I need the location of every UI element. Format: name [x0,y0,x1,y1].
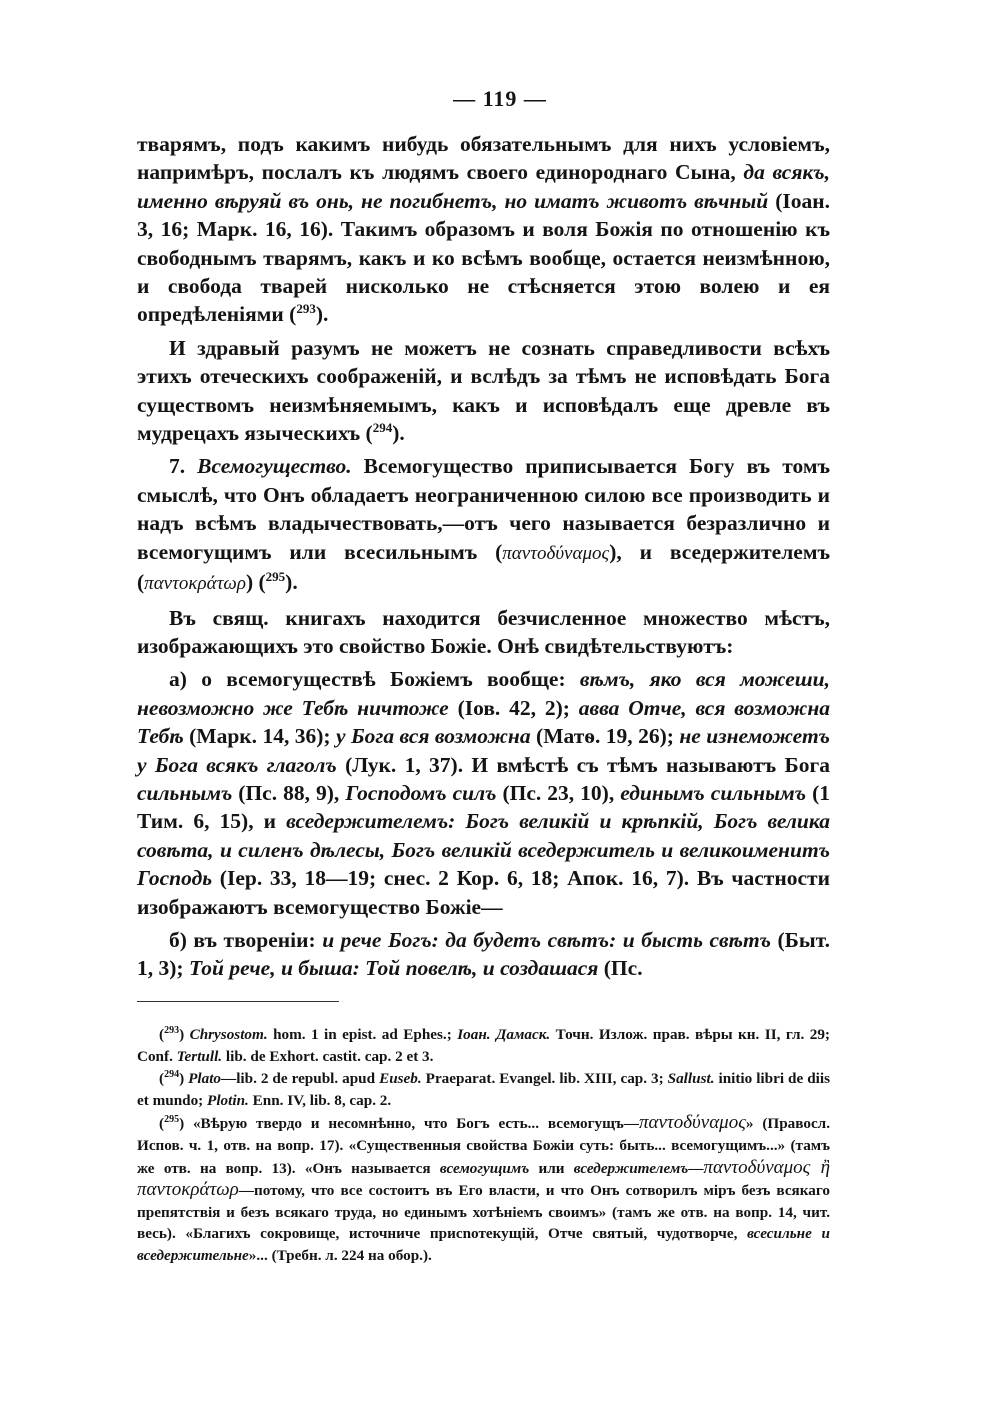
paragraph-5 [137,665,830,921]
scripture-quote: вседержителемъ: Богъ великій и крѣпкій, Богъ велика совѣта, и силенъ дѣлесы, Богъ великій вседержитель и великоименитъ Господь [137,809,830,891]
paragraph-1 [137,130,830,329]
text: initio libri de diis et mundo; [137,1070,830,1109]
scripture-quote: да всякъ, именно вѣруяй въ онь, не погибнетъ, но иматъ животъ вѣчный [137,160,830,213]
text: — [688,1159,704,1177]
emphasis: всесильне и вседержительне [137,1225,830,1264]
author: Plato [188,1070,222,1088]
paragraph-6 [137,926,830,983]
text: «Вѣрую твердо и несомнѣнно, что Богъ есть... всемогущъ— [192,1115,639,1133]
greek-term: παντοδύναμος [502,542,610,564]
text: (Пс. 88, 9), [232,780,346,805]
scripture-quote: Той рече, и быша: Той повелѣ, и создашася [188,956,599,981]
footnote-ref-294[interactable]: 294 [372,419,393,435]
emphasis: вседержителемъ [573,1159,689,1177]
text: ), и вседержителемъ ( [137,539,830,595]
footnote-divider [137,1001,339,1002]
scripture-quote: у Бога вся возможна [336,724,531,749]
footnote-ref-293[interactable]: 293 [296,301,316,317]
text: (Матѳ. 19, 26); [530,724,680,749]
text: hom. 1 in epist. ad Ephes.; [267,1026,458,1043]
author: Plotin. [207,1091,249,1109]
text: (Быт. 1, 3); [137,927,830,981]
footnote-number: 295 [164,1114,180,1126]
scripture-quote: авва Отче, вся возможна Тебѣ [137,695,831,749]
footnote-number: 293 [164,1024,180,1036]
text: » (Правосл. Испов. ч. 1, отв. на вопр. 17). «Существенныя свойства Божіи суть: быть... всемогущимъ...» (тамъ же отв. на вопр. 13). «Онъ называется [137,1115,830,1177]
text: Enn. IV, lib. 8, cap. 2. [248,1091,392,1109]
text: или [529,1159,574,1177]
section-heading: Всемогущество. [197,454,352,479]
text: б) въ твореніи: [169,927,323,952]
text: (Іер. 33, 18—19; снес. 2 Кор. 6, 18; Апок. 16, 7). Въ частности изображаютъ всемогущество Божіе— [137,866,830,919]
footnote-295: ($^{295}$) «Вѣрую твердо и несомнѣнно, что Богъ есть... всемогущъ—παντοδύναμος» (Правосл. Испов. ч. 1, отв. на вопр. 17). «Существенныя свойства Божіи суть: быть... всемогущимъ...» (тамъ же отв. на вопр. 13). «Онъ называется всемогущимъ или вседержителемъ—παντοδύναμος ἢ παντοκράτωρ—потому, что все состоитъ въ Его власти, и что Онъ сотворилъ міръ безъ всякаго препятствія и безъ всякаго труда, но единымъ хотѣніемъ своимъ» (тамъ же отв. на вопр. 14, чит. весь). «Благихъ сокровище, источниче присnотекущій, Отче святый, чудотворче, всесильне и вседержительне»... (Требн. л. 224 на обор.). [137,1112,831,1264]
text: (Іов. 42, 2); [448,695,579,720]
scripture-quote: не изнеможетъ у Бога всякъ глаголъ [137,724,830,777]
paragraph-3 [137,452,830,598]
greek-term: παντοκράτωρ [144,573,246,595]
scripture-quote: вѣмъ, яко вся можеши, невозможно же Тебѣ ничтоже [137,667,830,720]
text: И здравый разумъ не можетъ не сознать справедливости всѣхъ этихъ отеческихъ соображеній, и вслѣдъ за тѣмъ не исповѣдать Бога существомъ неизмѣняемымъ, какъ и исповѣдалъ еще древле въ мудрецахъ языческихъ ( [137,335,830,446]
paragraph-4 [137,604,830,661]
text: —lib. 2 de republ. apud [221,1070,380,1088]
text: (Пс. 23, 10), [496,780,621,805]
footnotes [137,1024,830,1267]
text: (Пс. [598,956,643,981]
scripture-quote: Господомъ силъ [345,780,497,805]
text: (Лук. 1, 37). И вмѣстѣ съ тѣмъ называютъ Бога [336,752,830,777]
author: Tertull. [176,1047,223,1065]
text: ). [392,421,405,446]
author: Іоан. Дамаск. [457,1026,551,1043]
text: ) ( [245,570,266,595]
text: —потому, что все состоитъ въ Его власти, и что Онъ сотворилъ міръ безъ всякаго препятствія и безъ всякаго труда, но единымъ хотѣніемъ своимъ» (тамъ же отв. на вопр. 14, чит. весь). «Благихъ сокровище, источниче присnотекущій, Отче святый, чудотворче, [137,1182,830,1243]
text: (Марк. 14, 36); [183,724,337,749]
author: Sallust. [667,1070,715,1088]
scripture-quote: сильнымъ [137,780,233,805]
footnote-294: ($^{294}$) Plato—lib. 2 de republ. apud Euseb. Praeparat. Evangel. lib. XIII, cap. 3; Sallust. initio libri de diis et mundo; Plotin. Enn. IV, lib. 8, cap. 2. [137,1069,830,1109]
text: »... (Требн. л. 224 на обор.). [248,1246,432,1264]
footnote-number: 294 [164,1069,180,1081]
text: ). [315,302,329,327]
text: Praeparat. Evangel. lib. XIII, cap. 3; [421,1070,668,1088]
text: Въ свящ. книгахъ находится безчисленное множество мѣстъ, изображающихъ это свойство Божіе. Онѣ свидѣтельствуютъ: [137,605,830,658]
text: ). [285,570,298,595]
text: (1 Тим. 6, 15), и [137,780,830,834]
footnote-293: ($^{293}$) Chrysostom. hom. 1 in epist. ad Ephes.; Іоан. Дамаск. Точн. Излож. прав. вѣры кн. II, гл. 29; Conf. Tertull. lib. de Exhort. castit. cap. 2 et 3. [137,1024,830,1065]
text: lib. de Exhort. castit. cap. 2 et 3. [222,1047,434,1065]
greek-term: παντοδύναμος [638,1112,746,1134]
text: а) о всемогуществѣ Божіемъ вообще: [169,667,580,692]
footnote-ref-295[interactable]: 295 [265,568,286,584]
paragraph-2 [137,334,830,448]
scripture-quote: единымъ сильнымъ [620,780,807,805]
main-text [137,130,830,983]
scripture-quote: и рече Богъ: да будетъ свѣтъ: и бысть свѣтъ [322,927,772,952]
text: Точн. Излож. прав. вѣры кн. II, гл. 29; Conf. [137,1026,830,1065]
text: (Іоан. 3, 16; Марк. 16, 16). Такимъ образомъ и воля Божія по отношенію къ свободнымъ тварямъ, какъ и ко всѣмъ вообще, остается неизмѣнною, и свобода тварей нисколько не стѣсняется этою волею и ея опредѣленіями ( [137,188,831,327]
page-number: — 119 — [453,86,547,111]
text: тварямъ, подъ какимъ нибудь обязательнымъ для нихъ условіемъ, напримѣръ, послалъ къ людямъ своего единороднаго Сына, [137,132,830,185]
section-number: 7. [169,454,198,479]
text: Всемогущество приписывается Богу въ томъ смыслѣ, что Онъ обладаетъ неограниченною силою все производить и надъ всѣмъ владычествовать,—отъ чего называется безразлично и всемогущимъ или всесильнымъ ( [137,454,831,564]
greek-term: παντοδύναμος ἢ παντοκράτωρ [137,1156,831,1201]
author: Chrysostom. [189,1026,268,1043]
emphasis: всемогущимъ [439,1159,530,1177]
author: Euseb. [379,1070,422,1088]
